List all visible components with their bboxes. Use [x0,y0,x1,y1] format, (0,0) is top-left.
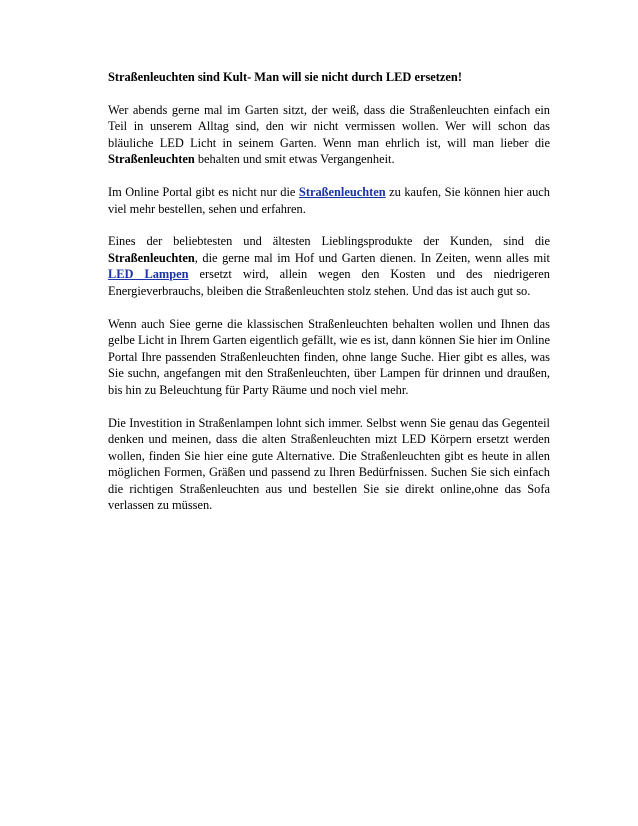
document-page [108,69,550,530]
paragraph-text: zu kaufen, Sie können hier auch viel mehr bestellen, sehen und erfahren. [108,184,550,216]
paragraph-text: Wenn auch Siee gerne die klassischen Straßenleuchten behalten wollen und Ihnen das gelbe Licht in Ihrem Garten eigentlich gefällt, wie es ist, dann können Sie hier im Online Portal Ihre passenden Straßenleuchten finden, ohne lange Suche. Hier gibt es alles, was Sie suchn, angefangen mit den Straßenleuchten, über Lampen für drinnen und draußen, bis hin zu Beleuchtung für Party Räume und noch viel mehr. [108,316,550,397]
paragraph-2 [108,184,550,217]
paragraph-text: ersetzt wird, allein wegen den Kosten und des niedrigeren Energieverbrauchs, bleiben die Straßenleuchten stolz stehen. Und das ist auch gut so. [108,267,550,298]
strassenleuchten-link[interactable]: Straßenleuchten [298,184,386,199]
paragraph-text: Wer abends gerne mal im Garten sitzt, der weiß, dass die Straßenleuchten einfach ein Teil in unserem Alltag sind, den wir nicht vermissen wollen. Wer will schon das bläuliche LED Licht in seinem Garten. Wenn man ehrlich ist, will man lieber die [108,102,550,150]
document-title: Straßenleuchten sind Kult- Man will sie nicht durch LED ersetzen! [108,70,462,84]
bold-term: Straßenleuchten [108,152,195,167]
bold-term: Straßenleuchten [108,250,195,265]
paragraph-5 [108,415,550,515]
paragraph-text: Im Online Portal gibt es nicht nur die [108,184,299,199]
paragraph-4 [108,316,550,399]
paragraph-text: Die Investition in Straßenlampen lohnt sich immer. Selbst wenn Sie genau das Gegenteil denken und meinen, dass die alten Straßenleuchten mizt LED Körpern ersetzt werden wollen, finden Sie hier eine gute Alternative. Die Straßenleuchten gibt es heute in allen möglichen Formen, Gräßen und passend zu Ihren Bedürfnissen. Suchen Sie sich einfach die richtigen Straßenleuchten aus und bestellen Sie sie direkt online,ohne das Sofa verlassen zu müssen. [108,415,550,513]
paragraph-1 [108,102,550,168]
led-lampen-link[interactable]: LED Lampen [108,267,189,282]
paragraph-text: behalten und smit etwas Vergangenheit. [194,152,395,167]
paragraph-text: Eines der beliebtesten und ältesten Lieblingsprodukte der Kunden, sind die [108,234,550,249]
paragraph-text: , die gerne mal im Hof und Garten dienen. In Zeiten, wenn alles mit [194,250,550,265]
paragraph-3 [108,233,550,299]
